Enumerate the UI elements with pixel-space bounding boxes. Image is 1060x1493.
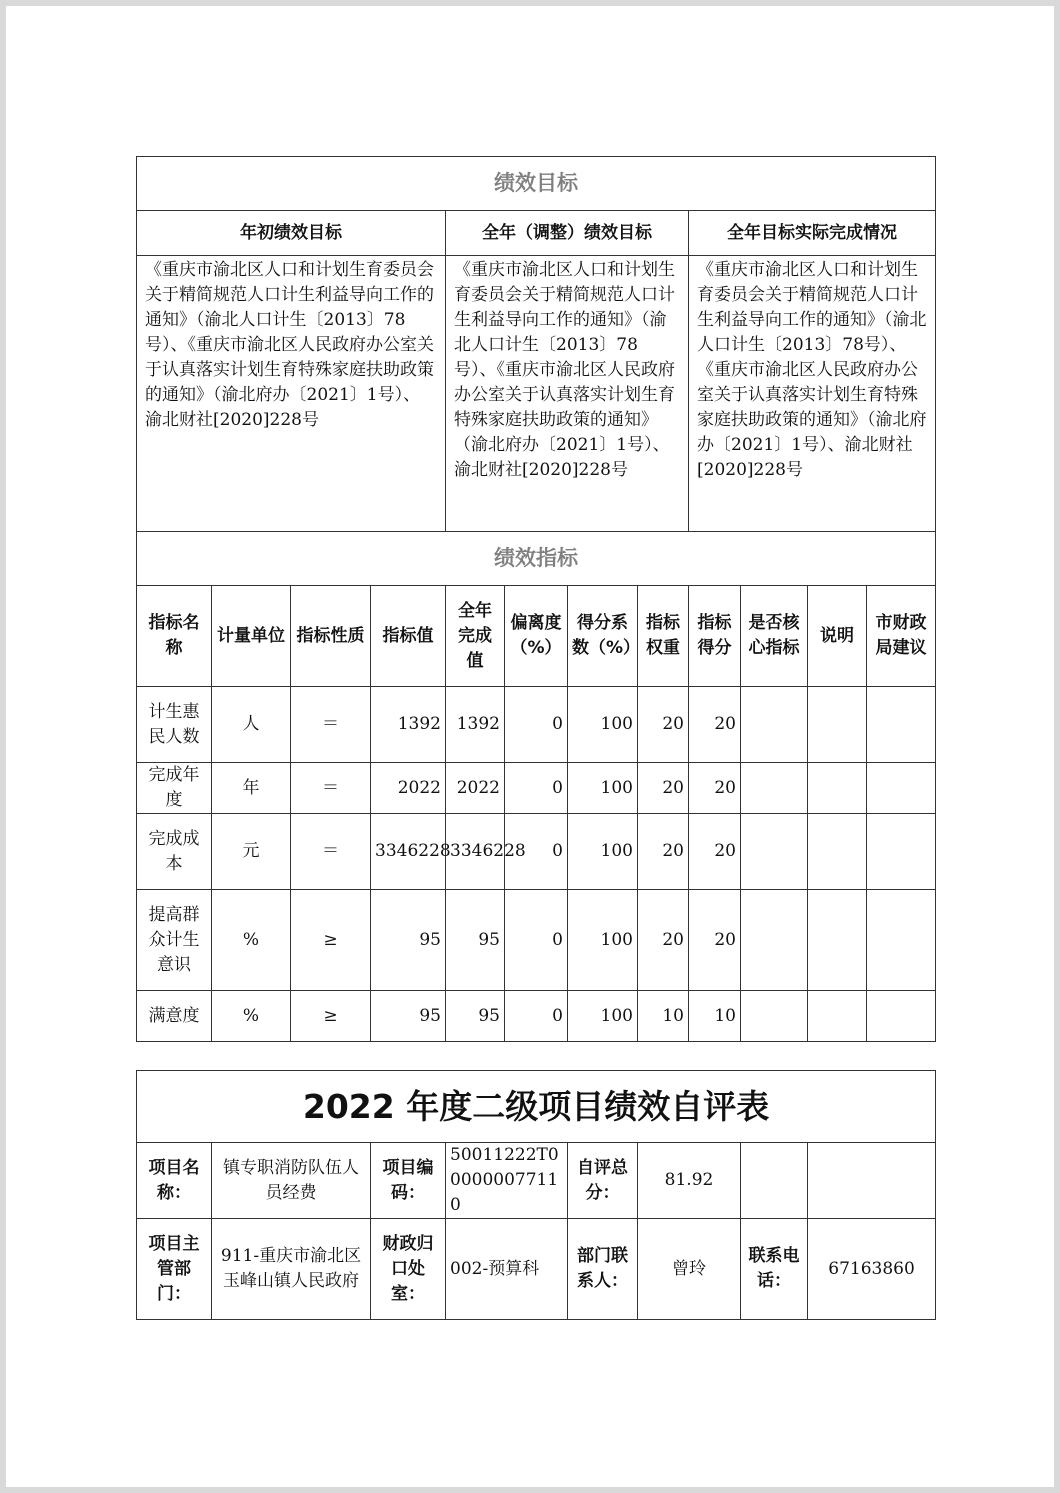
indicator-header: 得分系数（%） xyxy=(568,586,638,687)
indicator-name: 提高群众计生意识 xyxy=(137,890,212,991)
dept-label: 项目主管部门： xyxy=(137,1219,212,1320)
indicator-header: 指标值 xyxy=(371,586,446,687)
indicator-unit: % xyxy=(212,991,291,1042)
indicator-unit: 年 xyxy=(212,763,291,814)
indicator-unit: 人 xyxy=(212,687,291,763)
table-row xyxy=(137,991,936,1042)
project-code-label: 项目编码： xyxy=(371,1143,446,1219)
indicator-suggestion xyxy=(867,763,936,814)
indicator-value: 95 xyxy=(371,890,446,991)
goals-adjusted-text: 《重庆市渝北区人口和计划生育委员会关于精简规范人口计生利益导向工作的通知》（渝北人口计生〔2013〕78号）、《重庆市渝北区人民政府办公室关于认真落实计划生育特殊家庭扶助政策的通知》（渝北府办〔2021〕1号）、渝北财社[2020]228号 xyxy=(446,256,689,532)
table-row xyxy=(137,687,936,763)
indicator-name: 满意度 xyxy=(137,991,212,1042)
finance-value: 002-预算科 xyxy=(446,1219,568,1320)
indicator-deviation: 0 xyxy=(505,991,568,1042)
goals-header-initial: 年初绩效目标 xyxy=(137,211,446,256)
table-row xyxy=(137,763,936,814)
indicator-header: 是否核心指标 xyxy=(741,586,808,687)
indicator-nature: ≥ xyxy=(291,991,371,1042)
contact-value: 曾玲 xyxy=(638,1219,741,1320)
empty-cell xyxy=(808,1143,936,1219)
indicator-done: 3346228 xyxy=(446,814,505,890)
indicator-deviation: 0 xyxy=(505,814,568,890)
indicator-deviation: 0 xyxy=(505,890,568,991)
indicator-deviation: 0 xyxy=(505,687,568,763)
score-value: 81.92 xyxy=(638,1143,741,1219)
indicator-core xyxy=(741,763,808,814)
indicator-core xyxy=(741,890,808,991)
phone-label: 联系电话： xyxy=(741,1219,808,1320)
indicator-note xyxy=(808,814,867,890)
dept-value: 911-重庆市渝北区玉峰山镇人民政府 xyxy=(212,1219,371,1320)
document-page xyxy=(6,6,1054,1487)
indicator-unit: % xyxy=(212,890,291,991)
empty-cell xyxy=(741,1143,808,1219)
indicator-header: 全年完成值 xyxy=(446,586,505,687)
indicator-note xyxy=(808,763,867,814)
indicator-header: 指标得分 xyxy=(689,586,741,687)
indicator-header: 指标名称 xyxy=(137,586,212,687)
goals-section-title: 绩效目标 xyxy=(137,157,936,211)
form-title: 2022 年度二级项目绩效自评表 xyxy=(137,1071,936,1143)
indicator-value: 95 xyxy=(371,991,446,1042)
indicator-core xyxy=(741,814,808,890)
contact-label: 部门联系人： xyxy=(568,1219,638,1320)
indicator-score: 20 xyxy=(689,814,741,890)
indicator-value: 1392 xyxy=(371,687,446,763)
finance-label: 财政归口处室： xyxy=(371,1219,446,1320)
indicator-header: 市财政局建议 xyxy=(867,586,936,687)
indicator-suggestion xyxy=(867,687,936,763)
indicator-header: 指标性质 xyxy=(291,586,371,687)
project-name-value: 镇专职消防队伍人员经费 xyxy=(212,1143,371,1219)
indicator-header: 指标权重 xyxy=(638,586,689,687)
indicator-name: 完成成本 xyxy=(137,814,212,890)
indicator-core xyxy=(741,991,808,1042)
phone-value: 67163860 xyxy=(808,1219,936,1320)
indicator-value: 2022 xyxy=(371,763,446,814)
goals-actual-text: 《重庆市渝北区人口和计划生育委员会关于精简规范人口计生利益导向工作的通知》（渝北人口计生〔2013〕78号）、《重庆市渝北区人民政府办公室关于认真落实计划生育特殊家庭扶助政策的通知》（渝北府办〔2021〕1号）、渝北财社[2020]228号 xyxy=(689,256,936,532)
project-name-label: 项目名称： xyxy=(137,1143,212,1219)
indicator-score: 20 xyxy=(689,687,741,763)
indicator-header: 说明 xyxy=(808,586,867,687)
indicator-deviation: 0 xyxy=(505,763,568,814)
indicator-nature: ＝ xyxy=(291,814,371,890)
indicator-weight: 20 xyxy=(638,763,689,814)
indicator-weight: 20 xyxy=(638,814,689,890)
indicator-done: 95 xyxy=(446,890,505,991)
indicator-suggestion xyxy=(867,814,936,890)
indicator-coefficient: 100 xyxy=(568,763,638,814)
indicator-note xyxy=(808,890,867,991)
table-row xyxy=(137,814,936,890)
indicator-weight: 20 xyxy=(638,687,689,763)
indicator-note xyxy=(808,991,867,1042)
indicator-unit: 元 xyxy=(212,814,291,890)
project-code-value: 50011222T000000077110 xyxy=(446,1143,568,1219)
indicator-header: 偏离度（%） xyxy=(505,586,568,687)
indicator-score: 20 xyxy=(689,763,741,814)
indicator-suggestion xyxy=(867,890,936,991)
goals-header-adjusted: 全年（调整）绩效目标 xyxy=(446,211,689,256)
indicator-done: 1392 xyxy=(446,687,505,763)
indicator-core xyxy=(741,687,808,763)
indicator-weight: 20 xyxy=(638,890,689,991)
indicator-value: 3346228 xyxy=(371,814,446,890)
indicator-done: 2022 xyxy=(446,763,505,814)
indicator-name: 完成年度 xyxy=(137,763,212,814)
indicator-score: 20 xyxy=(689,890,741,991)
indicator-coefficient: 100 xyxy=(568,814,638,890)
score-label: 自评总分： xyxy=(568,1143,638,1219)
table-row xyxy=(137,890,936,991)
indicator-score: 10 xyxy=(689,991,741,1042)
indicator-suggestion xyxy=(867,991,936,1042)
indicator-nature: ≥ xyxy=(291,890,371,991)
goals-initial-text: 《重庆市渝北区人口和计划生育委员会关于精简规范人口计生利益导向工作的通知》（渝北人口计生〔2013〕78号）、《重庆市渝北区人民政府办公室关于认真落实计划生育特殊家庭扶助政策的通知》（渝北府办〔2021〕1号）、渝北财社[2020]228号 xyxy=(137,256,446,532)
performance-table xyxy=(136,156,936,1042)
indicator-weight: 10 xyxy=(638,991,689,1042)
indicator-coefficient: 100 xyxy=(568,687,638,763)
indicator-coefficient: 100 xyxy=(568,890,638,991)
indicator-header: 计量单位 xyxy=(212,586,291,687)
indicator-nature: ＝ xyxy=(291,687,371,763)
indicator-nature: ＝ xyxy=(291,763,371,814)
indicator-coefficient: 100 xyxy=(568,991,638,1042)
self-evaluation-form xyxy=(136,1070,936,1320)
goals-header-actual: 全年目标实际完成情况 xyxy=(689,211,936,256)
indicator-name: 计生惠民人数 xyxy=(137,687,212,763)
indicators-section-title: 绩效指标 xyxy=(137,532,936,586)
indicator-note xyxy=(808,687,867,763)
indicator-done: 95 xyxy=(446,991,505,1042)
